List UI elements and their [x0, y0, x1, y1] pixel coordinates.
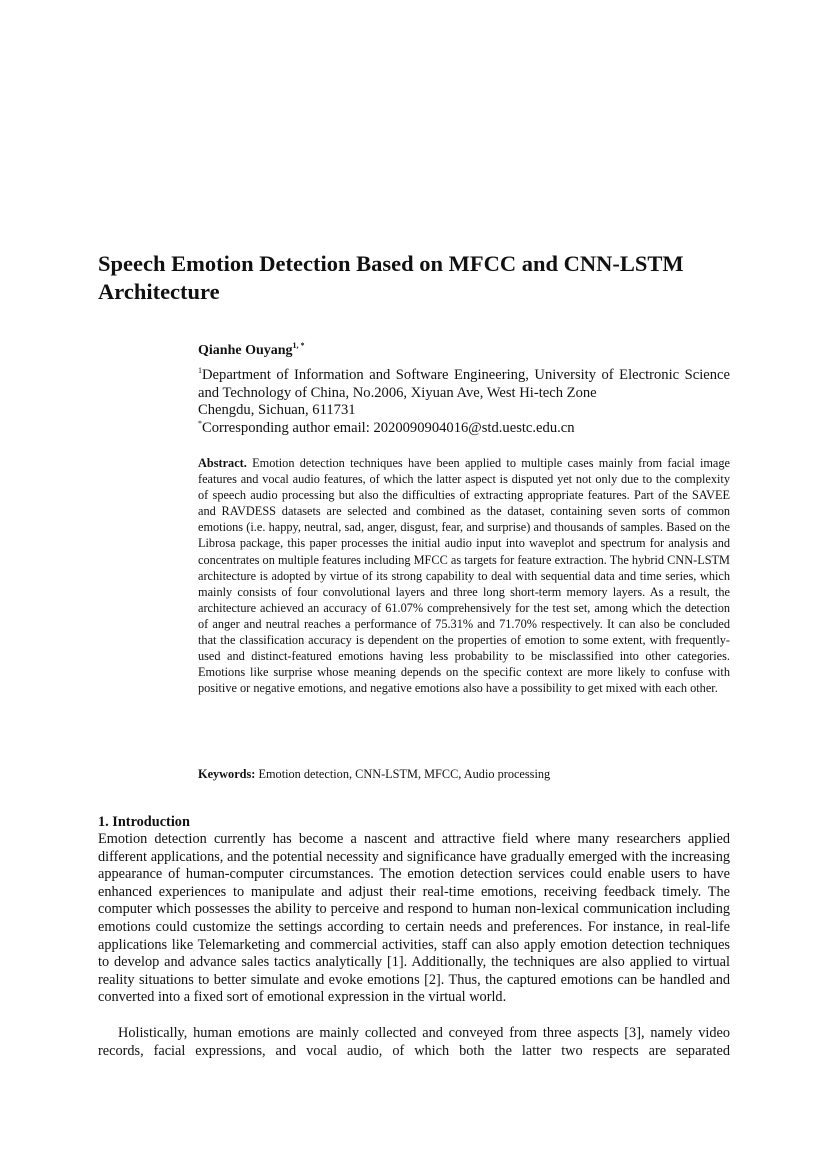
affiliation-text: Department of Information and Software Engineering, University of Electronic Science and Technology of China, No.2006, Xiyuan Ave, West Hi-tech Zone [198, 367, 730, 401]
author-name: Qianhe Ouyang [198, 343, 293, 358]
keywords-label: Keywords: [198, 767, 256, 781]
paper-title: Speech Emotion Detection Based on MFCC and CNN-LSTM Architecture [98, 251, 684, 304]
keywords [198, 766, 550, 782]
section-heading: 1. Introduction [98, 814, 190, 830]
affiliation [198, 367, 730, 420]
author-line [198, 342, 305, 360]
corresponding-text: Corresponding author email: 2020090904016@std.uestc.edu.cn [202, 420, 575, 436]
intro-paragraph-2: Holistically, human emotions are mainly collected and conveyed from three aspects [3], namely video records, facial expressions, and vocal audio, of which both the latter two respects are separated [98, 1025, 730, 1059]
abstract-text: Emotion detection techniques have been applied to multiple cases mainly from facial image features and vocal audio features, of which the latter aspect is disputed yet not only due to the complexity of speech audio processing but also the difficulties of extracting appropriate features. Part of the SAVEE and RAVDESS datasets are selected and combined as the dataset, containing seven sorts of common emotions (i.e. happy, neutral, sad, anger, disgust, fear, and surprise) and thousands of samples. Based on the Librosa package, this paper processes the initial audio input into waveplot and spectrum for analysis and concentrates on multiple features including MFCC as targets for feature extraction. The hybrid CNN-LSTM architecture is adopted by virtue of its strong capability to deal with sequential data and time series, which mainly consists of four convolutional layers and three long short-term memory layers. As a result, the architecture achieved an accuracy of 61.07% comprehensively for the test set, among which the detection of anger and neutral reaches a performance of 75.31% and 71.70% respectively. It can also be concluded that the classification accuracy is dependent on the properties of emotion to some extent, with frequently-used and distinct-featured emotions having less probability to be misclassified into other categories. Emotions like surprise whose meaning depends on the specific context are more likely to confuse with positive or negative emotions, and negative emotions also have a possibility to get mixed with each other. [198, 456, 730, 696]
affiliation-line-2: Chengdu, Sichuan, 611731 [198, 402, 356, 419]
corresponding-marker: * [198, 419, 202, 428]
abstract [198, 455, 730, 696]
corresponding-author [198, 420, 575, 438]
author-superscript: 1, * [292, 341, 305, 350]
intro-paragraph-1: Emotion detection currently has become a nascent and attractive field where many researchers applied different applications, and the potential necessity and significance have gradually emerged with the increasing appearance of human-computer circumstances. The emotion detection services could enable users to have enhanced experiences to manipulate and adjust their real-time emotions, receiving feedback timely. The computer which possesses the ability to perceive and respond to human non-lexical communication including emotions could customize the settings according to certain needs and preferences. For instance, in real-life applications like Telemarketing and commercial activities, staff can also apply emotion detection techniques to develop and advance sales tactics analytically [1]. Additionally, the techniques are also applied to virtual reality situations to better simulate and evoke emotions [2]. Thus, the captured emotions can be handled and converted into a fixed sort of emotional expression in the virtual world. [98, 831, 730, 1006]
affiliation-marker: 1 [198, 366, 202, 375]
affiliation-line-1 [198, 367, 730, 402]
keywords-text: Emotion detection, CNN-LSTM, MFCC, Audio processing [258, 767, 551, 781]
abstract-label: Abstract. [198, 456, 247, 470]
